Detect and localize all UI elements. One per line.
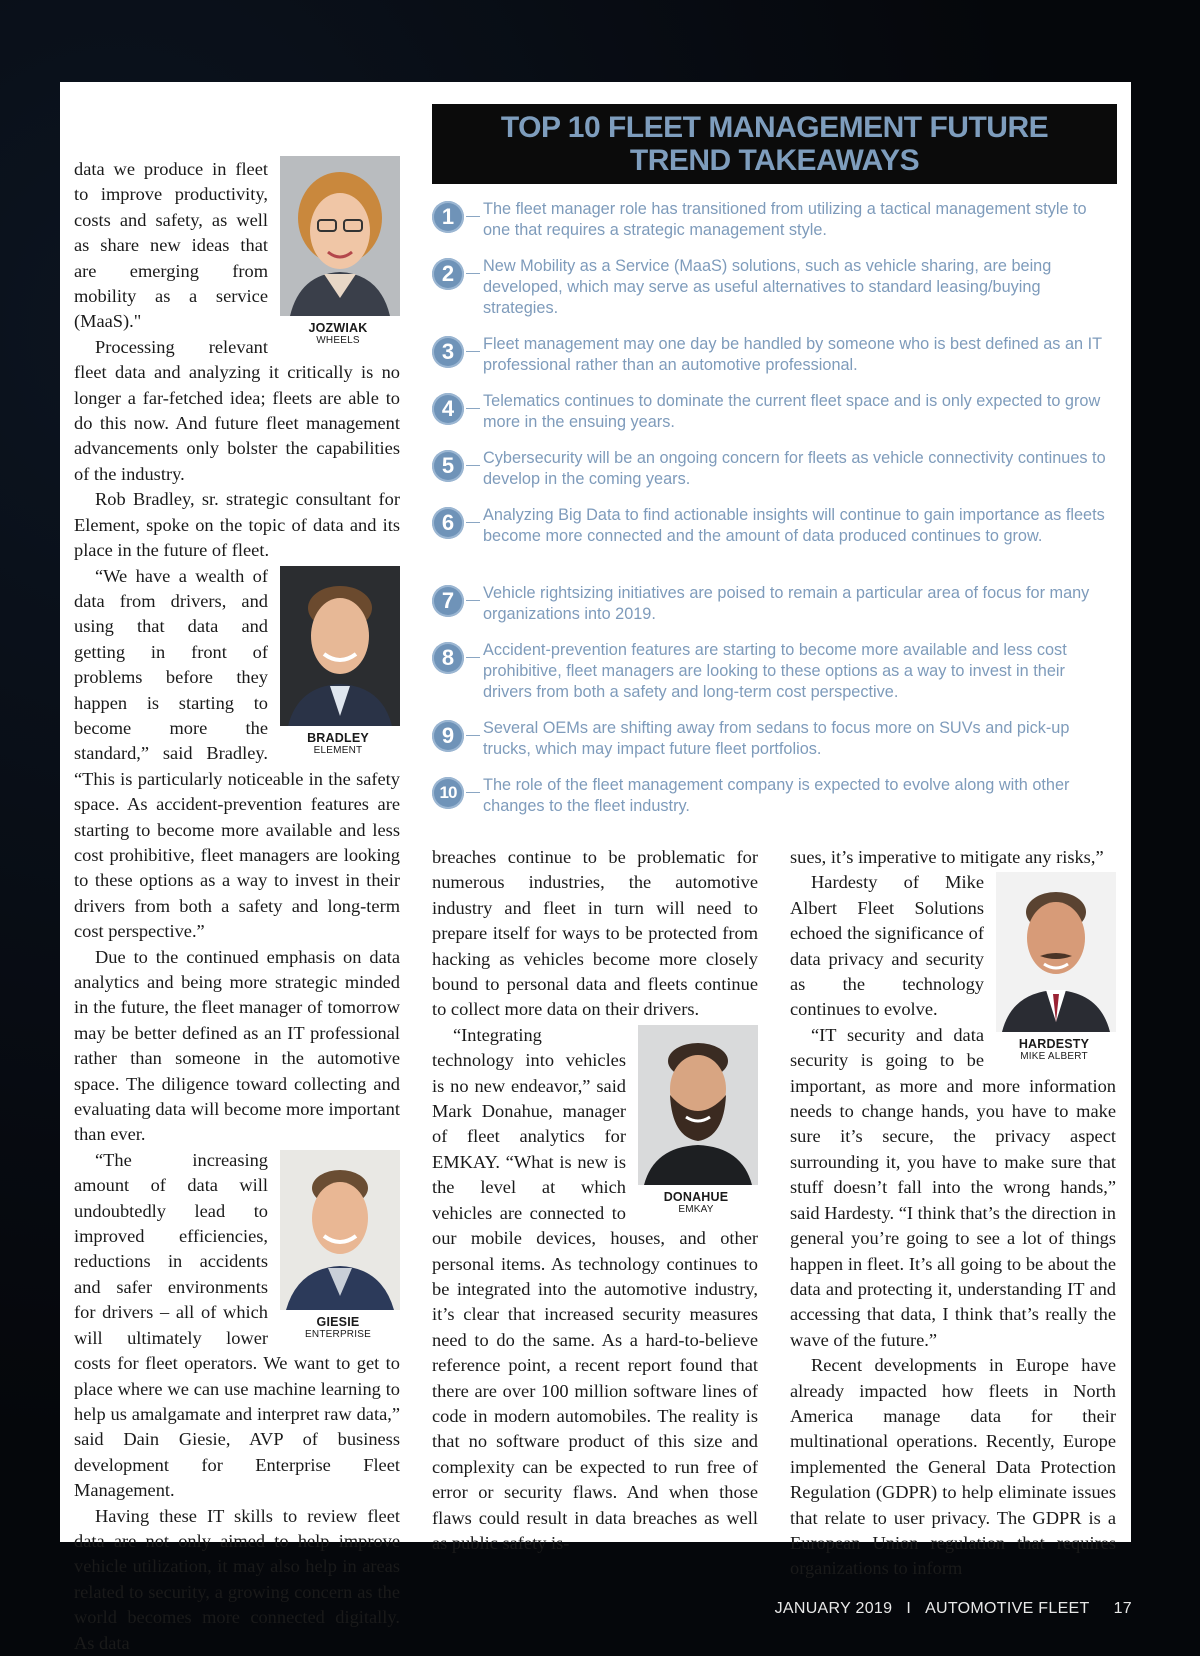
paragraph: breaches continue to be problematic for numerous industries, the automotive industry and fleet in turn will need to prepare itself for ways to be protected from hacking as vehicles become more closely bound to personal data and fleets continue to collect more data on their drivers. — [432, 847, 758, 1020]
takeaway-text: Telematics continues to dominate the current fleet space and is only expected to grow more in the ensuing years. — [483, 392, 1101, 431]
takeaway-item — [432, 505, 1117, 547]
paragraph: Due to the continued emphasis on data analytics and being more strategic minded in the future, the fleet manager of tomorrow may be better defined as an IT professional rather than someone in the automotive space. The diligence toward collecting and evaluating data will become more important than ever. — [74, 946, 400, 1145]
connector-line — [466, 792, 480, 793]
takeaway-item — [432, 199, 1117, 241]
takeaway-text: Analyzing Big Data to find actionable insights will continue to gain importance as fleets become more connected and the amount of data produced continues to grow. — [483, 506, 1105, 545]
photo-caption-name: HARDESTY — [1018, 1037, 1090, 1052]
takeaway-item — [432, 583, 1117, 625]
connector-line — [466, 351, 480, 352]
donahue-portrait — [638, 1025, 758, 1185]
top10-title-line1: TOP 10 FLEET MANAGEMENT FUTURE — [500, 111, 1049, 144]
photo-caption-company: ENTERPRISE — [305, 1328, 371, 1340]
number-badge: 9 — [432, 720, 464, 752]
photo-caption-company: EMKAY — [678, 1203, 714, 1215]
article-column-1 — [74, 157, 400, 1656]
paragraph: sues, it’s imperative to mitigate any risks,” — [790, 847, 1104, 867]
connector-line — [466, 216, 480, 217]
footer-publication: AUTOMOTIVE FLEET — [925, 1600, 1090, 1617]
number-badge: 2 — [432, 258, 464, 290]
takeaway-text: Vehicle rightsizing initiatives are poised to remain a particular area of focus for many organizations into 2019. — [483, 584, 1090, 623]
paragraph: “The increasing amount of data will undoubtedly lead to improved efficiencies, reductions in accidents and safer environments for drivers – all of which will ultimately lower costs for fleet operators. We want to get to place where we can use machine learning to help us amalgamate and interpret raw data,” said Dain Giesie, AVP of business development for Enterprise Fleet Management. — [74, 1149, 400, 1501]
photo-bradley — [276, 566, 400, 756]
top10-sidebar — [432, 104, 1117, 834]
takeaway-text: Accident-prevention features are starting to become more available and less cost prohibitive, fleet managers are looking to these options as a way to invest in their drivers from both a safety and long-term cost perspective. — [483, 641, 1067, 701]
connector-line — [466, 657, 480, 658]
takeaway-text: Cybersecurity will be an ongoing concern for fleets as vehicle connectivity continues to develop in the coming years. — [483, 449, 1106, 488]
takeaway-item — [432, 391, 1117, 433]
article-column-3 — [790, 845, 1116, 1582]
paragraph: Processing relevant fleet data and analyzing it critically is no longer a far-fetched idea; fleets are able to do this now. And future fleet management advancements only bolster the capabilities of the industry. — [74, 336, 400, 484]
paragraph: data we produce in fleet to improve productivity, costs and safety, as well as share new ideas that are emerging from mobility as a service (MaaS)." — [74, 159, 268, 332]
photo-caption-name: JOZWIAK — [308, 321, 368, 335]
connector-line — [466, 522, 480, 523]
photo-caption-company: MIKE ALBERT — [1020, 1051, 1088, 1063]
number-badge: 8 — [432, 642, 464, 674]
takeaway-item — [432, 334, 1117, 376]
photo-giesie — [276, 1150, 400, 1340]
page-number: 17 — [1113, 1600, 1132, 1617]
hardesty-portrait — [996, 872, 1116, 1032]
footer-separator: I — [906, 1600, 912, 1617]
bradley-portrait — [280, 566, 400, 726]
photo-caption-company: WHEELS — [316, 335, 360, 346]
connector-line — [466, 600, 480, 601]
takeaway-text: Several OEMs are shifting away from sedans to focus more on SUVs and pick-up trucks, which may impact future fleet portfolios. — [483, 719, 1070, 758]
takeaway-text: The role of the fleet management company is expected to evolve along with other changes to the fleet industry. — [483, 776, 1070, 815]
paragraph: “IT security and data security is going to be important, as more and more information needs to change hands, you have to make sure it’s secure, the privacy aspect surrounding it, you have to make sure that stuff doesn’t fall into the wrong hands,” said Hardesty. “I think that’s the direction in general you’re going to see a lot of things happen in fleet. It’s all going to be about the data and protecting it, understanding IT and accessing that data, I think that’s really the wave of the future.” — [790, 1024, 1116, 1350]
photo-donahue — [634, 1025, 758, 1215]
takeaway-item — [432, 448, 1117, 490]
connector-line — [466, 735, 480, 736]
photo-caption-name: BRADLEY — [307, 730, 369, 745]
number-badge: 5 — [432, 450, 464, 482]
jozwiak-portrait — [280, 156, 400, 316]
paragraph: “We have a wealth of data from drivers, and using that data and getting in front of problems before they happen is starting to become more the standard,” said Bradley. “This is particularly noticeable in the safety space. As accident-prevention features are starting to become more available and less cost prohibitive, fleet managers are looking to these options as a way to invest in their drivers from both a safety and long-term cost perspective.” — [74, 565, 400, 942]
page-footer — [775, 1600, 1132, 1618]
takeaway-item — [432, 775, 1117, 817]
paragraph: Having these IT skills to review fleet data are not only aimed to help improve vehicle utilization, it may also help in areas related to security, a growing concern as the world becomes more connected digitally. As data — [74, 1505, 400, 1653]
takeaway-text: Fleet management may one day be handled by someone who is best defined as an IT professional rather than an automotive professional. — [483, 335, 1102, 374]
paragraph: Recent developments in Europe have already impacted how fleets in North America manage data for their multinational operations. Recently, Europe implemented the General Data Protection Regulation (GDPR) to help eliminate issues that relate to user privacy. The GDPR is a European Union regulation that requires organizations to inform — [790, 1355, 1116, 1579]
article-column-2 — [432, 845, 758, 1556]
number-badge: 1 — [432, 201, 464, 233]
number-badge: 4 — [432, 393, 464, 425]
number-badge: 3 — [432, 336, 464, 368]
connector-line — [466, 408, 480, 409]
photo-jozwiak — [276, 156, 400, 346]
takeaway-text: The fleet manager role has transitioned from utilizing a tactical management style to one that requires a strategic management style. — [483, 200, 1087, 239]
top10-title — [432, 104, 1117, 184]
paragraph: Hardesty of Mike Albert Fleet Solutions echoed the significance of data privacy and security as the technology continues to evolve. — [790, 872, 984, 1020]
takeaway-item — [432, 256, 1117, 319]
paragraph: Rob Bradley, sr. strategic consultant for Element, spoke on the topic of data and its place in the future of fleet. — [74, 489, 400, 561]
photo-caption-company: ELEMENT — [313, 744, 363, 756]
number-badge: 6 — [432, 507, 464, 539]
top10-title-line2: TREND TAKEAWAYS — [629, 144, 920, 177]
number-badge: 7 — [432, 585, 464, 617]
photo-caption-name: DONAHUE — [663, 1189, 729, 1204]
takeaway-item — [432, 640, 1117, 703]
connector-line — [466, 273, 480, 274]
photo-hardesty — [992, 872, 1116, 1062]
takeaway-item — [432, 718, 1117, 760]
paragraph: “Integrating technology into vehicles is no new endeavor,” said Mark Donahue, manager of fleet analytics for EMKAY. “What is new is the level at which vehicles are connected to our mobile devices, houses, and other personal items. As technology continues to be integrated into the automotive industry, it’s clear that increased security measures need to do the same. As a hard-to-believe reference point, a recent report found that there are over 100 million software lines of code in modern automobiles. The reality is that no software product of this size and complexity can be expected to run free of error or security flaws. And when those flaws could result in data breaches as well as public safety is- — [432, 1024, 758, 1553]
takeaway-text: New Mobility as a Service (MaaS) solutions, such as vehicle sharing, are being developed, which may serve as useful alternatives to standard leasing/buying strategies. — [483, 257, 1052, 317]
giesie-portrait — [280, 1150, 400, 1310]
footer-date: JANUARY 2019 — [774, 1600, 893, 1617]
connector-line — [466, 465, 480, 466]
number-badge: 10 — [432, 777, 464, 809]
photo-caption-name: GIESIE — [316, 1314, 360, 1329]
